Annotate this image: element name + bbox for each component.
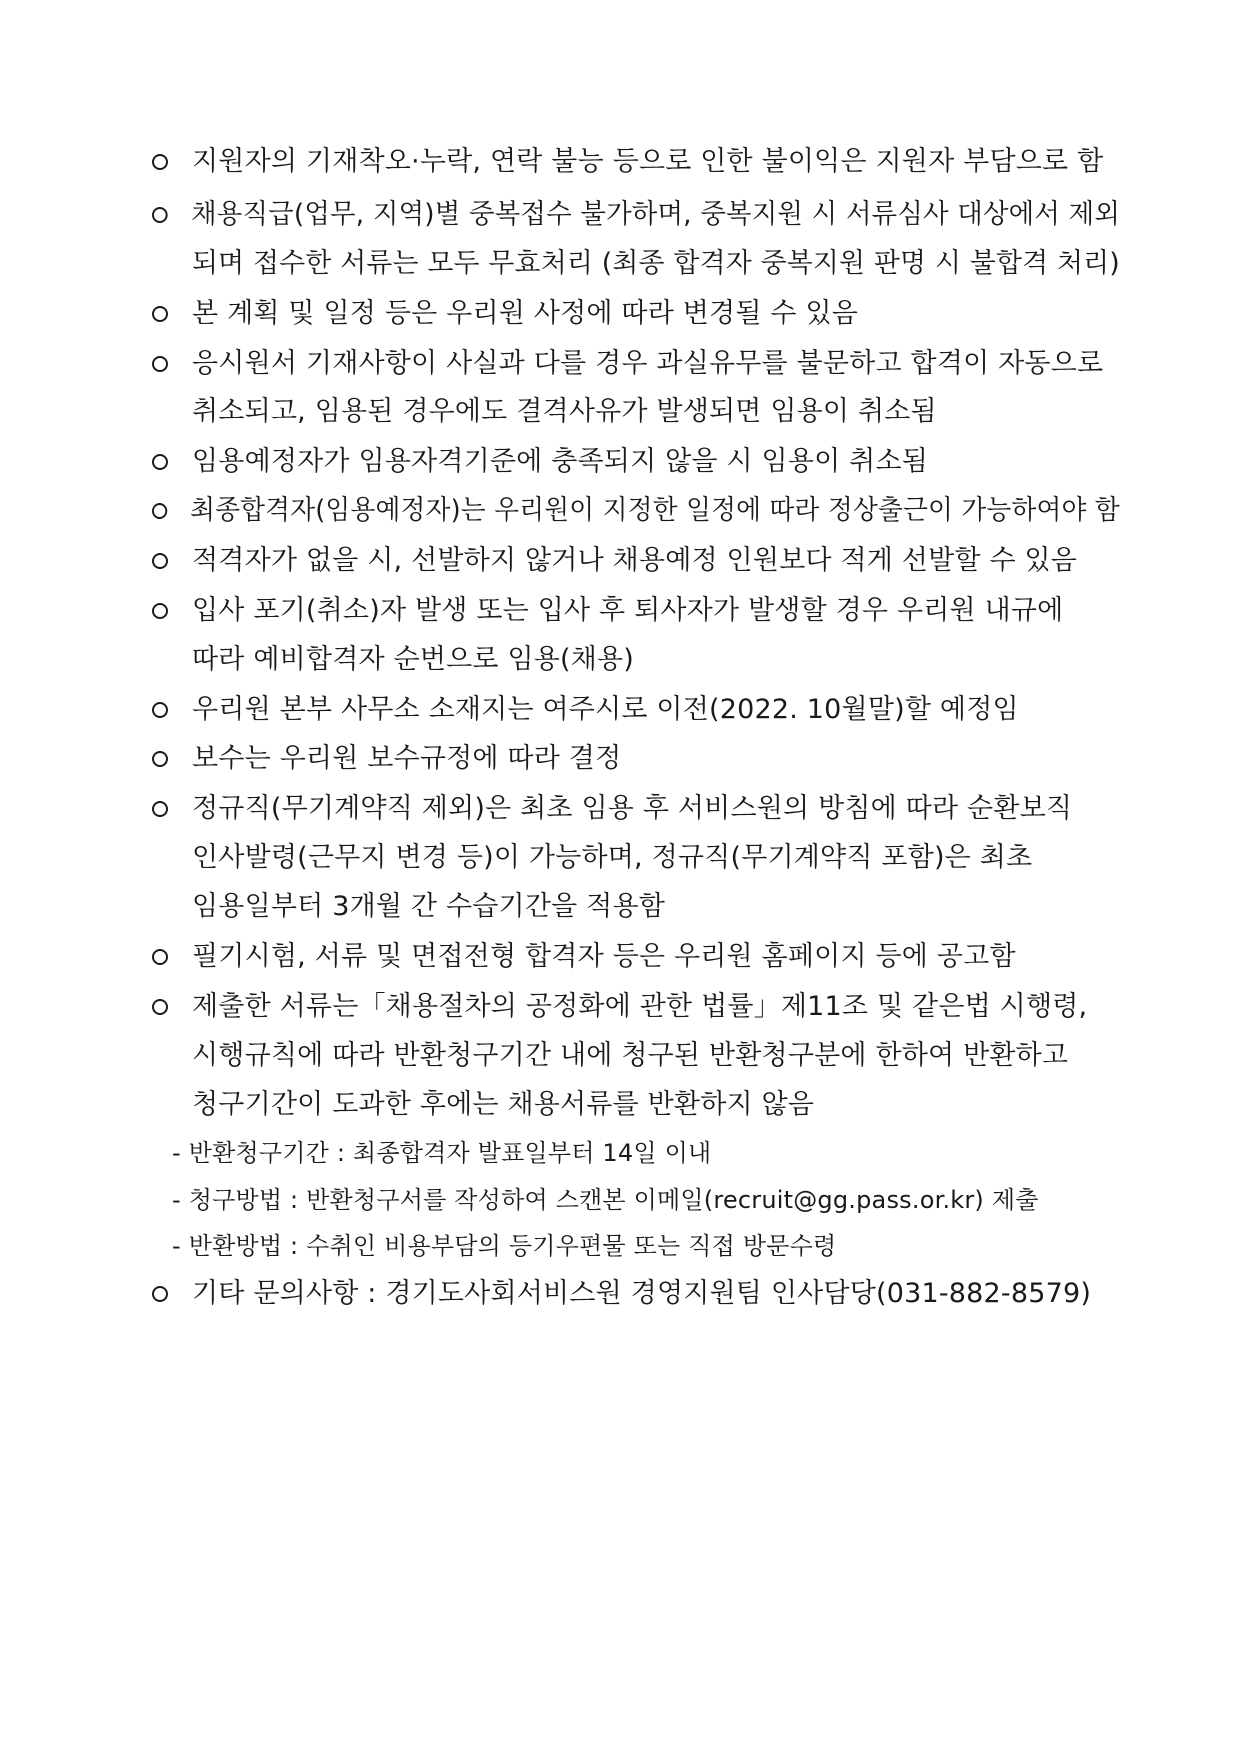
notice-line: 본 계획 및 일정 등은 우리원 사정에 따라 변경될 수 있음 bbox=[192, 298, 859, 329]
circle-bullet-icon bbox=[152, 306, 168, 322]
notice-line: 기타 문의사항 : 경기도사회서비스원 경영지원팀 인사담당(031-882-8579) bbox=[192, 1278, 1092, 1309]
notice-continuation: 되며 접수한 서류는 모두 무효처리 (최종 합격자 중복지원 판명 시 불합격 처리) bbox=[192, 248, 1120, 279]
notice-line: 최종합격자(임용예정자)는 우리원이 지정한 일정에 따라 정상출근이 가능하여야 함 bbox=[190, 495, 1120, 526]
notice-continuation: 임용일부터 3개월 간 수습기간을 적용함 bbox=[192, 891, 666, 922]
circle-bullet-icon bbox=[152, 207, 168, 223]
circle-bullet-icon bbox=[152, 454, 168, 470]
notice-item bbox=[152, 142, 1103, 182]
circle-bullet-icon bbox=[152, 503, 167, 519]
circle-bullet-icon bbox=[152, 702, 168, 718]
notice-item bbox=[152, 541, 1077, 581]
notice-line: 적격자가 없을 시, 선발하지 않거나 채용예정 인원보다 적게 선발할 수 있음 bbox=[192, 545, 1078, 576]
circle-bullet-icon bbox=[152, 999, 168, 1015]
notice-continuation: 시행규칙에 따라 반환청구기간 내에 청구된 반환청구분에 한하여 반환하고 bbox=[192, 1040, 1069, 1071]
notice-line: 채용직급(업무, 지역)별 중복접수 불가하며, 중복지원 시 서류심사 대상에서 제외 bbox=[191, 199, 1121, 230]
notice-item bbox=[152, 1274, 1091, 1314]
notice-line: 정규직(무기계약직 제외)은 최초 임용 후 서비스원의 방침에 따라 순환보직 bbox=[192, 793, 1073, 824]
notice-continuation: 취소되고, 임용된 경우에도 결격사유가 발생되면 임용이 취소됨 bbox=[192, 396, 937, 427]
circle-bullet-icon bbox=[152, 949, 168, 965]
notice-item bbox=[152, 442, 928, 482]
notice-line: 지원자의 기재착오·누락, 연락 불능 등으로 인한 불이익은 지원자 부담으로 함 bbox=[192, 146, 1104, 177]
notice-item bbox=[152, 294, 858, 334]
notice-item bbox=[152, 690, 1019, 730]
notice-line: 제출한 서류는「채용절차의 공정화에 관한 법률」제11조 및 같은법 시행령, bbox=[192, 991, 1088, 1022]
notice-item bbox=[152, 987, 1087, 1027]
return-detail-item: - 청구방법 : 반환청구서를 작성하여 스캔본 이메일(recruit@gg.pass.or.kr) 제출 bbox=[172, 1186, 1039, 1214]
notice-line: 보수는 우리원 보수규정에 따라 결정 bbox=[192, 743, 622, 774]
notice-line: 필기시험, 서류 및 면접전형 합격자 등은 우리원 홈페이지 등에 공고함 bbox=[192, 941, 1016, 972]
notice-item bbox=[152, 491, 1120, 531]
notice-item bbox=[152, 789, 1072, 829]
return-detail-item: - 반환청구기간 : 최종합격자 발표일부터 14일 이내 bbox=[172, 1139, 712, 1167]
notice-line: 입사 포기(취소)자 발생 또는 입사 후 퇴사자가 발생할 경우 우리원 내규에 bbox=[192, 595, 1064, 626]
notice-line: 우리원 본부 사무소 소재지는 여주시로 이전(2022. 10월말)할 예정임 bbox=[192, 694, 1019, 725]
notice-item bbox=[152, 937, 1016, 977]
notice-item bbox=[152, 195, 1120, 235]
notice-continuation: 청구기간이 도과한 후에는 채용서류를 반환하지 않음 bbox=[192, 1089, 815, 1120]
return-detail-item: - 반환방법 : 수취인 비용부담의 등기우편물 또는 직접 방문수령 bbox=[172, 1232, 837, 1260]
notice-line: 응시원서 기재사항이 사실과 다를 경우 과실유무를 불문하고 합격이 자동으로 bbox=[192, 348, 1104, 379]
notice-item bbox=[152, 591, 1063, 631]
circle-bullet-icon bbox=[152, 553, 168, 569]
notice-item bbox=[152, 344, 1103, 384]
circle-bullet-icon bbox=[152, 154, 168, 170]
circle-bullet-icon bbox=[152, 356, 168, 372]
circle-bullet-icon bbox=[152, 1286, 168, 1302]
notice-continuation: 인사발령(근무지 변경 등)이 가능하며, 정규직(무기계약직 포함)은 최초 bbox=[192, 842, 1033, 873]
circle-bullet-icon bbox=[152, 801, 168, 817]
circle-bullet-icon bbox=[152, 603, 168, 619]
notice-line: 임용예정자가 임용자격기준에 충족되지 않을 시 임용이 취소됨 bbox=[192, 446, 929, 477]
circle-bullet-icon bbox=[152, 751, 168, 767]
notice-item bbox=[152, 739, 621, 779]
notice-continuation: 따라 예비합격자 순번으로 임용(채용) bbox=[192, 644, 635, 675]
